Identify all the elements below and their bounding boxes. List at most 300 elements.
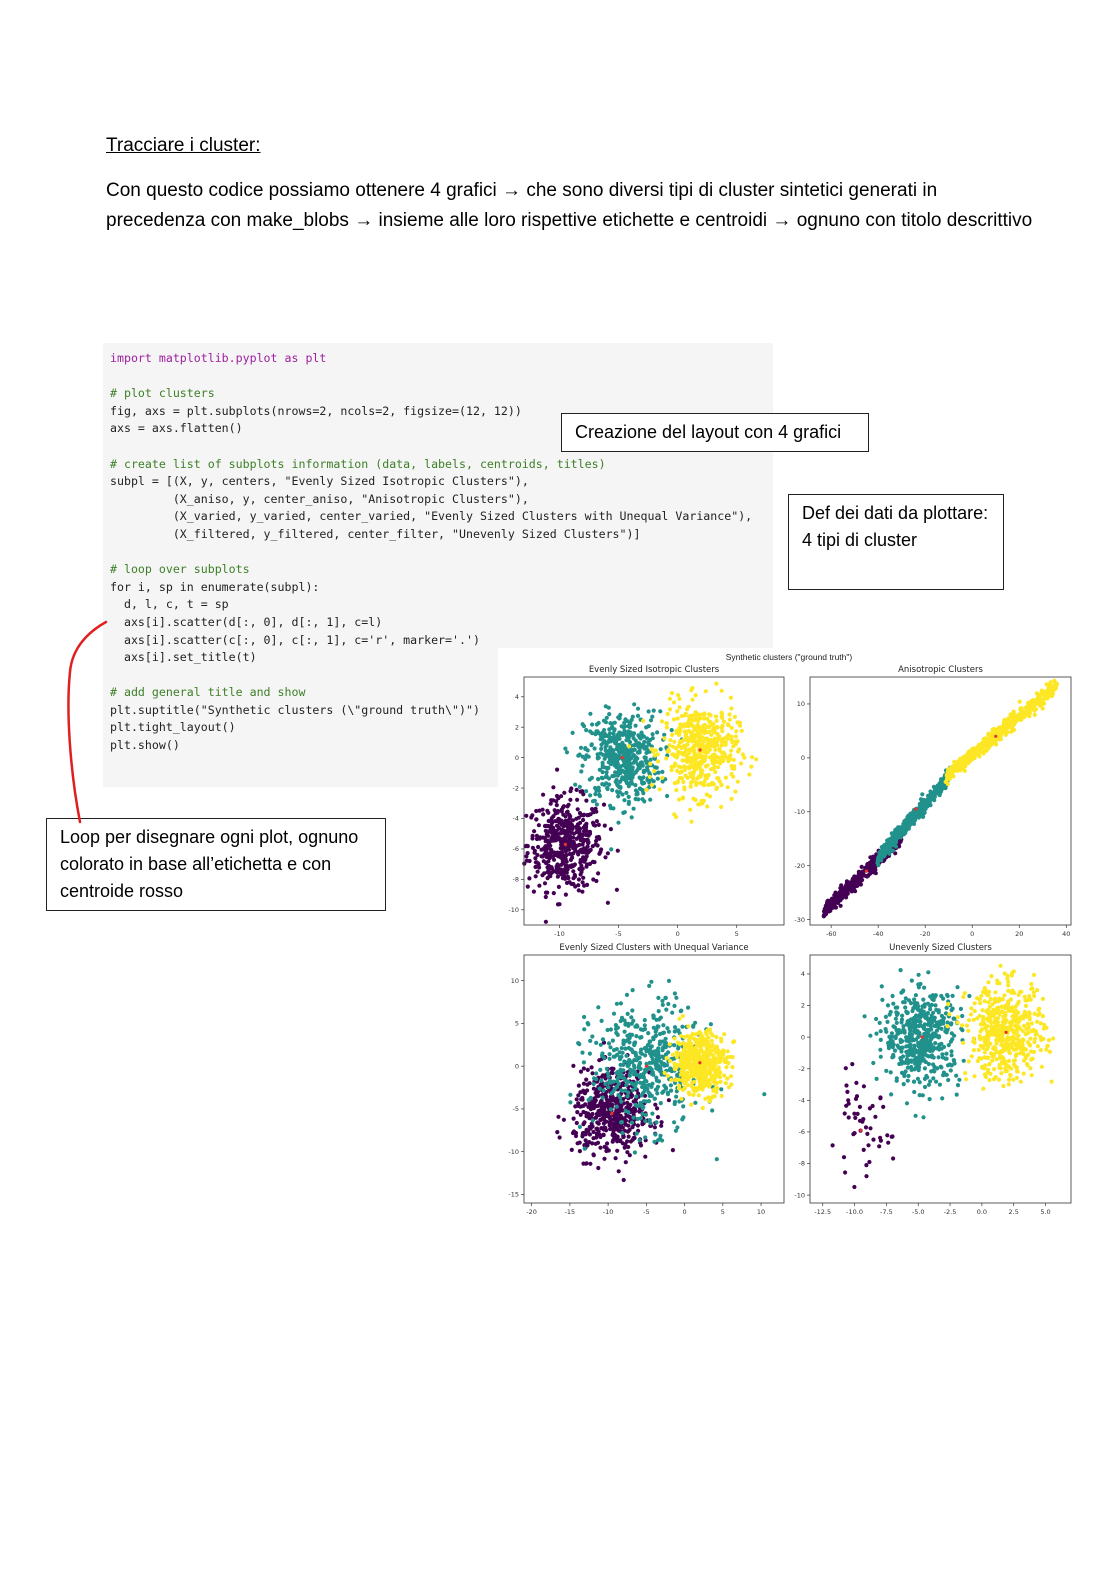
data-point	[601, 761, 605, 765]
data-point	[636, 707, 640, 711]
data-point	[598, 768, 602, 772]
data-point	[599, 1126, 603, 1130]
data-point	[893, 1049, 897, 1053]
data-point	[568, 1100, 572, 1104]
data-point	[670, 1011, 674, 1015]
data-point	[577, 888, 581, 892]
data-point	[630, 815, 634, 819]
data-point	[602, 1088, 606, 1092]
data-point	[949, 770, 953, 774]
data-point	[588, 712, 592, 716]
data-point	[868, 1106, 872, 1110]
data-point	[664, 721, 668, 725]
data-point	[678, 776, 682, 780]
data-point	[845, 1090, 849, 1094]
data-point	[617, 1169, 621, 1173]
centroid-point	[914, 807, 917, 810]
data-point	[613, 770, 617, 774]
data-point	[610, 1067, 614, 1071]
data-point	[679, 1009, 683, 1013]
data-point	[986, 732, 990, 736]
data-point	[601, 1108, 605, 1112]
data-point	[678, 705, 682, 709]
data-point	[622, 725, 626, 729]
data-point	[709, 1059, 713, 1063]
data-point	[709, 733, 713, 737]
x-tick-label: 40	[1062, 930, 1071, 938]
data-point	[994, 742, 998, 746]
data-point	[713, 1060, 717, 1064]
data-point	[701, 754, 705, 758]
x-tick-label: -5	[615, 930, 622, 938]
data-point	[677, 1017, 681, 1021]
data-point	[594, 1071, 598, 1075]
data-point	[544, 824, 548, 828]
data-point	[643, 1023, 647, 1027]
y-tick-label: 5	[514, 1019, 519, 1028]
data-point	[566, 819, 570, 823]
data-point	[609, 1091, 613, 1095]
data-point	[907, 1040, 911, 1044]
data-point	[663, 996, 667, 1000]
data-point	[859, 882, 863, 886]
data-point	[524, 814, 528, 818]
data-point	[687, 705, 691, 709]
data-point	[653, 1103, 657, 1107]
data-point	[968, 756, 972, 760]
data-point	[641, 742, 645, 746]
data-point	[655, 1091, 659, 1095]
data-point	[729, 696, 733, 700]
data-point	[658, 1134, 662, 1138]
y-tick-label: -15	[508, 1190, 519, 1199]
data-point	[554, 799, 558, 803]
figure-suptitle: Synthetic clusters ("ground truth")	[725, 652, 853, 662]
data-point	[654, 748, 658, 752]
data-point	[906, 1079, 910, 1083]
data-point	[608, 1057, 612, 1061]
data-point	[607, 712, 611, 716]
data-point	[606, 851, 610, 855]
data-point	[702, 724, 706, 728]
data-point	[909, 1001, 913, 1005]
data-point	[730, 735, 734, 739]
data-point	[632, 1070, 636, 1074]
data-point	[629, 762, 633, 766]
data-point	[583, 857, 587, 861]
data-point	[957, 766, 961, 770]
data-point	[716, 776, 720, 780]
data-point	[928, 1079, 932, 1083]
data-point	[566, 810, 570, 814]
data-point	[671, 1053, 675, 1057]
code-line-19: plt.show()	[110, 738, 180, 753]
data-point	[582, 1082, 586, 1086]
data-point	[673, 1102, 677, 1106]
code-line-11: for i, sp in enumerate(subpl):	[110, 579, 320, 594]
data-point	[584, 1142, 588, 1146]
data-point	[645, 788, 649, 792]
data-point	[690, 1084, 694, 1088]
data-point	[720, 743, 724, 747]
data-point	[704, 1030, 708, 1034]
data-point	[624, 1039, 628, 1043]
data-point	[575, 798, 579, 802]
data-point	[643, 1078, 647, 1082]
data-point	[954, 1074, 958, 1078]
subplot-1	[508, 665, 784, 938]
y-tick-label: -10	[508, 905, 519, 914]
data-point	[731, 744, 735, 748]
data-point	[704, 764, 708, 768]
data-point	[895, 827, 899, 831]
data-point	[581, 813, 585, 817]
data-point	[601, 1037, 605, 1041]
data-point	[691, 1093, 695, 1097]
data-point	[690, 1050, 694, 1054]
data-point	[879, 1038, 883, 1042]
data-point	[612, 1055, 616, 1059]
data-point	[536, 870, 540, 874]
data-point	[670, 733, 674, 737]
data-point	[578, 753, 582, 757]
data-point	[639, 1027, 643, 1031]
data-point	[634, 739, 638, 743]
data-point	[661, 1003, 665, 1007]
y-tick-label: 10	[796, 700, 805, 709]
data-point	[564, 847, 568, 851]
data-point	[571, 1131, 575, 1135]
code-line-16: # add general title and show	[110, 685, 306, 700]
data-point	[977, 749, 981, 753]
y-tick-label: -2	[512, 784, 519, 793]
data-point	[864, 1163, 868, 1167]
data-point	[607, 1080, 611, 1084]
data-point	[735, 720, 739, 724]
data-point	[563, 814, 567, 818]
data-point	[581, 867, 585, 871]
data-point	[928, 1097, 932, 1101]
data-point	[629, 757, 633, 761]
x-tick-label: 10	[756, 1208, 766, 1216]
data-point	[926, 970, 930, 974]
x-tick-label: 0	[682, 1208, 687, 1216]
data-point	[604, 1128, 608, 1132]
data-point	[663, 1071, 667, 1075]
data-point	[566, 875, 570, 879]
data-point	[534, 817, 538, 821]
data-point	[722, 1073, 726, 1077]
data-point	[615, 1047, 619, 1051]
data-point	[582, 1066, 586, 1070]
subplot-3	[508, 943, 784, 1216]
data-point	[604, 1149, 608, 1153]
y-tick-label: -8	[512, 875, 519, 884]
data-point	[670, 728, 674, 732]
data-point	[576, 807, 580, 811]
data-point	[655, 1057, 659, 1061]
data-point	[655, 1063, 659, 1067]
data-point	[636, 1123, 640, 1127]
data-point	[640, 1052, 644, 1056]
data-point	[689, 688, 693, 692]
data-point	[1012, 722, 1016, 726]
data-point	[638, 766, 642, 770]
data-point	[716, 736, 720, 740]
data-point	[574, 1134, 578, 1138]
data-point	[724, 776, 728, 780]
data-point	[549, 825, 553, 829]
data-point	[648, 1040, 652, 1044]
data-point	[592, 1076, 596, 1080]
data-point	[597, 837, 601, 841]
subplot-2	[794, 665, 1071, 938]
data-point	[549, 802, 553, 806]
data-point	[879, 1055, 883, 1059]
data-point	[658, 1042, 662, 1046]
data-point	[646, 1031, 650, 1035]
data-point	[718, 749, 722, 753]
x-tick-label: -20	[526, 1208, 537, 1216]
data-point	[597, 1129, 601, 1133]
axes-frame	[524, 677, 784, 925]
data-point	[608, 760, 612, 764]
data-point	[689, 1034, 693, 1038]
data-point	[701, 1106, 705, 1110]
data-point	[675, 709, 679, 713]
data-point	[533, 865, 537, 869]
data-point	[719, 805, 723, 809]
data-point	[621, 1051, 625, 1055]
data-point	[635, 1131, 639, 1135]
data-point	[882, 849, 886, 853]
data-point	[616, 790, 620, 794]
data-point	[627, 1058, 631, 1062]
centroid-point	[610, 1112, 613, 1115]
data-point	[591, 1118, 595, 1122]
data-point	[578, 811, 582, 815]
data-point	[588, 1081, 592, 1085]
data-point	[843, 885, 847, 889]
data-point	[681, 1104, 685, 1108]
data-point	[724, 1081, 728, 1085]
data-point	[754, 757, 758, 761]
data-point	[691, 1024, 695, 1028]
data-point	[631, 733, 635, 737]
data-point	[674, 996, 678, 1000]
data-point	[591, 877, 595, 881]
data-point	[946, 994, 950, 998]
data-point	[660, 719, 664, 723]
annotation-loop: Loop per disegnare ogni plot, ognuno colorato in base all’etichetta e con centroide rosso	[46, 818, 386, 911]
data-point	[653, 1125, 657, 1129]
data-point	[671, 1148, 675, 1152]
data-point	[592, 860, 596, 864]
data-point	[680, 758, 684, 762]
data-point	[686, 1006, 690, 1010]
data-point	[673, 781, 677, 785]
data-point	[616, 715, 620, 719]
data-point	[674, 815, 678, 819]
data-point	[922, 811, 926, 815]
data-point	[628, 1074, 632, 1078]
data-point	[661, 1023, 665, 1027]
data-point	[678, 722, 682, 726]
data-point	[641, 719, 645, 723]
data-point	[681, 1067, 685, 1071]
data-point	[598, 1087, 602, 1091]
y-tick-label: 10	[510, 976, 519, 985]
data-point	[948, 777, 952, 781]
data-point	[714, 1035, 718, 1039]
data-point	[618, 1055, 622, 1059]
data-point	[706, 1046, 710, 1050]
data-point	[639, 1035, 643, 1039]
data-point	[623, 754, 627, 758]
data-point	[610, 1103, 614, 1107]
data-point	[890, 831, 894, 835]
data-point	[604, 749, 608, 753]
data-point	[917, 1065, 921, 1069]
data-point	[697, 1093, 701, 1097]
data-point	[678, 1042, 682, 1046]
data-point	[608, 1119, 612, 1123]
data-point	[661, 1046, 665, 1050]
data-point	[698, 1080, 702, 1084]
scatter-points	[522, 682, 758, 924]
data-point	[600, 782, 604, 786]
data-point	[726, 759, 730, 763]
data-point	[652, 709, 656, 713]
data-point	[627, 744, 631, 748]
data-point	[1033, 713, 1037, 717]
data-point	[677, 798, 681, 802]
data-point	[853, 1131, 857, 1135]
data-point	[825, 899, 829, 903]
data-point	[733, 790, 737, 794]
data-point	[1028, 711, 1032, 715]
data-point	[648, 1118, 652, 1122]
data-point	[604, 775, 608, 779]
data-point	[845, 879, 849, 883]
data-point	[588, 793, 592, 797]
data-point	[697, 743, 701, 747]
data-point	[541, 793, 545, 797]
data-point	[575, 1110, 579, 1114]
data-point	[577, 1084, 581, 1088]
axes-frame	[524, 955, 784, 1203]
data-point	[630, 1008, 634, 1012]
data-point	[564, 869, 568, 873]
data-point	[605, 1067, 609, 1071]
data-point	[615, 762, 619, 766]
data-point	[603, 855, 607, 859]
data-point	[675, 1055, 679, 1059]
data-point	[578, 1125, 582, 1129]
data-point	[878, 1136, 882, 1140]
data-point	[1040, 698, 1044, 702]
data-point	[581, 792, 585, 796]
data-point	[607, 1041, 611, 1045]
data-point	[594, 1116, 598, 1120]
data-point	[709, 738, 713, 742]
data-point	[687, 724, 691, 728]
data-point	[706, 724, 710, 728]
data-point	[693, 1056, 697, 1060]
data-point	[884, 1069, 888, 1073]
data-point	[901, 1000, 905, 1004]
data-point	[545, 891, 549, 895]
data-point	[598, 1118, 602, 1122]
data-point	[842, 1155, 846, 1159]
data-point	[687, 736, 691, 740]
data-point	[542, 871, 546, 875]
data-point	[688, 808, 692, 812]
data-point	[571, 731, 575, 735]
data-point	[871, 1061, 875, 1065]
data-point	[648, 1094, 652, 1098]
data-point	[610, 736, 614, 740]
data-point	[677, 1084, 681, 1088]
data-point	[619, 1120, 623, 1124]
data-point	[667, 748, 671, 752]
data-point	[613, 1114, 617, 1118]
data-point	[1022, 710, 1026, 714]
x-tick-label: 5	[734, 930, 739, 938]
data-point	[696, 776, 700, 780]
data-point	[591, 1152, 595, 1156]
data-point	[839, 883, 843, 887]
centroid-point	[994, 735, 997, 738]
data-point	[722, 1049, 726, 1053]
data-point	[734, 734, 738, 738]
data-point	[762, 1092, 766, 1096]
data-point	[880, 998, 884, 1002]
data-point	[622, 721, 626, 725]
data-point	[536, 845, 540, 849]
data-point	[689, 820, 693, 824]
section-heading: Tracciare i cluster:	[106, 135, 261, 156]
data-point	[914, 1056, 918, 1060]
data-point	[710, 767, 714, 771]
data-point	[650, 715, 654, 719]
data-point	[645, 765, 649, 769]
data-point	[590, 722, 594, 726]
code-line-8: (X_varied, y_varied, center_varied, "Evenly Sized Clusters with Unequal Variance"),	[110, 509, 753, 524]
data-point	[665, 725, 669, 729]
x-tick-label: -10	[602, 1208, 614, 1216]
data-point	[705, 793, 709, 797]
data-point	[1036, 692, 1040, 696]
data-point	[576, 1141, 580, 1145]
data-point	[707, 1069, 711, 1073]
data-point	[685, 1073, 689, 1077]
data-point	[829, 906, 833, 910]
data-point	[877, 853, 881, 857]
data-point	[844, 1104, 848, 1108]
data-point	[725, 1077, 729, 1081]
data-point	[693, 1101, 697, 1105]
code-line-15: axs[i].set_title(t)	[110, 650, 257, 665]
data-point	[639, 761, 643, 765]
scatter-points	[822, 679, 1059, 919]
data-point	[536, 861, 540, 865]
data-point	[633, 1086, 637, 1090]
data-point	[581, 1162, 585, 1166]
data-point	[630, 1081, 634, 1085]
data-point	[618, 733, 622, 737]
data-point	[626, 1145, 630, 1149]
